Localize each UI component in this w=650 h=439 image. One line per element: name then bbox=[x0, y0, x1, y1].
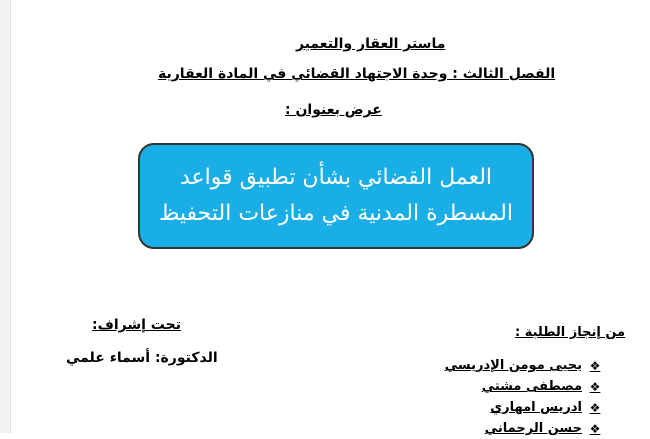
diamond-bullet-icon: ❖ bbox=[589, 400, 601, 415]
chapter-heading: الفصل الثالث : وحدة الاجتهاد القضائي في المادة العقارية bbox=[158, 66, 556, 82]
students-title: من إنجاز الطلبة : bbox=[515, 325, 626, 340]
student-name: ادريس امهاري bbox=[490, 400, 582, 415]
title-line-1: العمل القضائي بشأن تطبيق قواعد bbox=[179, 165, 493, 190]
list-item bbox=[402, 397, 602, 418]
students-list bbox=[402, 355, 602, 439]
title-line-2: المسطرة المدنية في منازعات التحفيظ bbox=[159, 201, 513, 226]
list-item bbox=[402, 376, 602, 397]
supervisor-name: الدكتورة: أسماء علمي bbox=[66, 350, 218, 366]
list-item bbox=[402, 355, 602, 376]
student-name: حسن الرحماني bbox=[484, 421, 582, 436]
student-name: يحيى مومن الإدريسي bbox=[444, 358, 582, 373]
list-item bbox=[402, 418, 602, 439]
diamond-bullet-icon: ❖ bbox=[589, 421, 601, 436]
student-name: مصطفى مشتي bbox=[481, 379, 582, 394]
presentation-label: عرض بعنوان : bbox=[285, 102, 382, 118]
program-heading: ماستر العقار والتعمير bbox=[296, 36, 446, 52]
page-left-edge bbox=[0, 0, 11, 433]
diamond-bullet-icon: ❖ bbox=[589, 358, 601, 373]
title-box bbox=[138, 143, 534, 249]
supervision-title: تحت إشراف: bbox=[92, 317, 181, 333]
diamond-bullet-icon: ❖ bbox=[589, 379, 601, 394]
